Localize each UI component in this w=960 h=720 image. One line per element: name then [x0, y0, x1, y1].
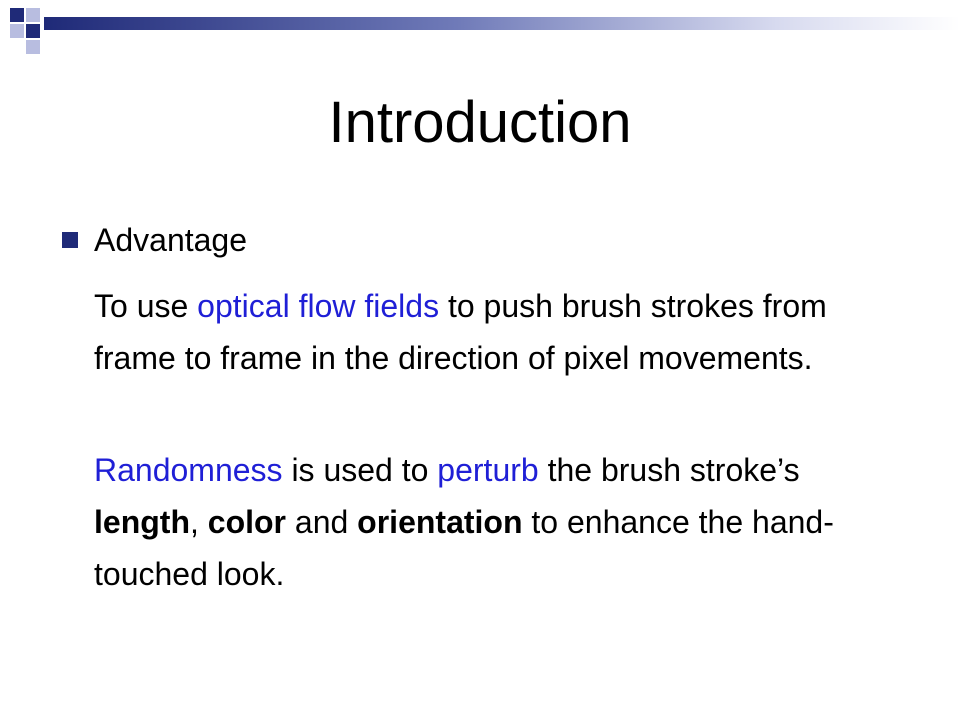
deco-square: [10, 8, 24, 22]
text-span: the brush stroke’s: [538, 452, 800, 488]
text-span: ,: [189, 504, 208, 540]
highlight-text: perturb: [437, 452, 539, 488]
paragraph-randomness: [94, 444, 894, 600]
text-span: is used to: [282, 452, 438, 488]
highlight-text: Randomness: [94, 452, 283, 488]
deco-square: [26, 40, 40, 54]
bullet-label: Advantage: [94, 222, 248, 258]
text-span: and: [286, 504, 358, 540]
deco-square: [10, 24, 24, 38]
deco-square: [26, 24, 40, 38]
paragraph-optical-flow: [94, 280, 894, 384]
text-span: to push brush strokes from frame to frame in the direction of pixel movements.: [94, 288, 827, 376]
bullet-item: [62, 218, 247, 262]
slide-title: Introduction: [328, 90, 632, 155]
bold-text: length: [94, 504, 190, 540]
text-span: to enhance the hand-touched look.: [94, 504, 834, 592]
deco-square: [26, 8, 40, 22]
header-decoration: [0, 0, 960, 60]
text-span: To use: [94, 288, 198, 324]
highlight-text: optical flow fields: [197, 288, 440, 324]
header-gradient-bar: [44, 17, 960, 30]
bold-text: color: [207, 504, 286, 540]
bold-text: orientation: [357, 504, 523, 540]
square-bullet-icon: [62, 232, 78, 248]
